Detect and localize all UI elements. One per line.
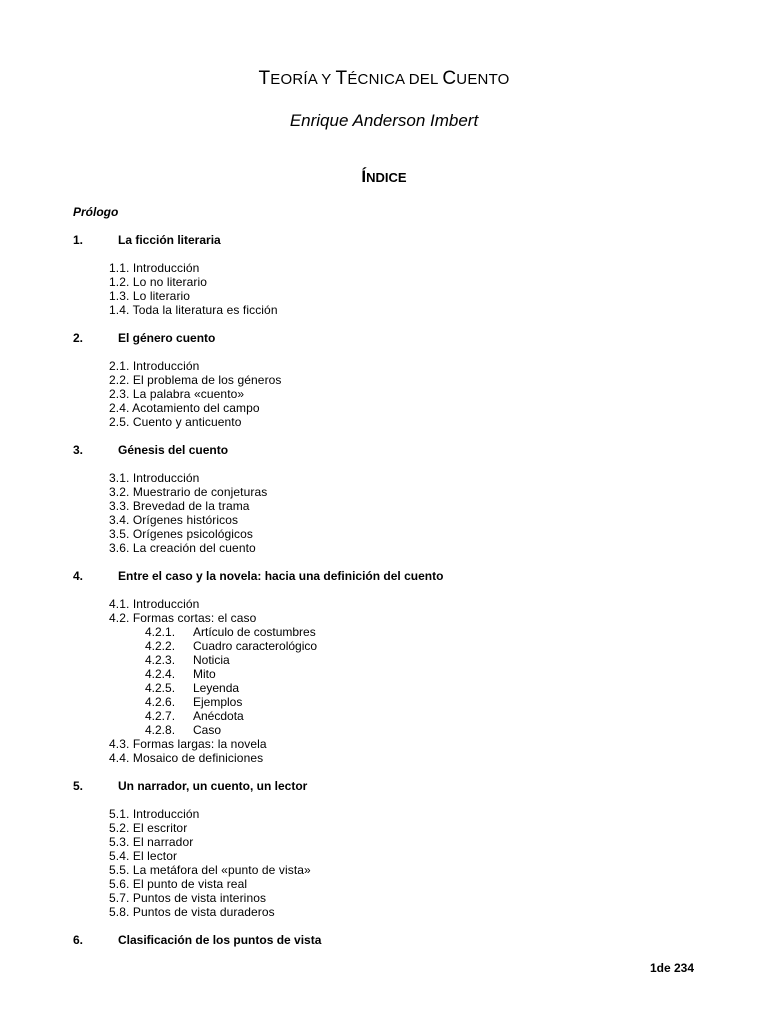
chapter-heading[interactable] [73,331,713,345]
section-list [109,359,713,429]
chapter-heading[interactable] [73,569,713,583]
toc-section[interactable]: 1.3. Lo literario [109,289,191,303]
toc-subsection[interactable] [109,723,713,737]
toc-section[interactable]: 5.7. Puntos de vista interinos [109,891,267,905]
toc-chapter [73,569,713,765]
section-list [109,471,713,555]
toc-chapter [73,933,713,947]
chapter-heading[interactable] [73,443,713,457]
section-list [109,261,713,317]
toc-section[interactable]: 5.1. Introducción [109,807,200,821]
subsection-number: 4.2.3. [145,653,176,667]
toc-prologue[interactable]: Prólogo [73,205,119,219]
chapter-title: La ficción literaria [118,233,221,247]
document-author: Enrique Anderson Imbert [289,111,479,130]
subsection-title: Anécdota [193,709,244,723]
title-initial: C [442,68,457,89]
toc-subsection[interactable] [109,681,713,695]
subsection-number: 4.2.6. [145,695,176,709]
toc-section[interactable]: 2.4. Acotamiento del campo [109,401,260,415]
toc-section[interactable]: 3.1. Introducción [109,471,200,485]
chapter-number: 3. [73,443,84,457]
subsection-title: Ejemplos [193,695,243,709]
title-word: EORÍA [270,71,318,88]
chapter-heading[interactable] [73,933,713,947]
section-list [109,807,713,919]
document-title [0,68,768,90]
title-word: DEL [404,71,443,88]
title-initial: T [335,68,348,89]
toc-section[interactable]: 5.2. El escritor [109,821,188,835]
toc-section[interactable]: 3.4. Orígenes históricos [109,513,239,527]
subsection-title: Noticia [193,653,230,667]
subsection-title: Cuadro caracterológico [193,639,318,653]
chapter-title: Entre el caso y la novela: hacia una definición del cuento [118,569,444,583]
toc-section[interactable]: 5.4. El lector [109,849,178,863]
toc-section[interactable]: 5.5. La metáfora del «punto de vista» [109,863,311,877]
chapter-number: 2. [73,331,84,345]
toc-section[interactable]: 3.6. La creación del cuento [109,541,256,555]
toc-section[interactable]: 2.5. Cuento y anticuento [109,415,242,429]
toc-subsection[interactable] [109,639,713,653]
chapter-title: El género cuento [118,331,216,345]
chapter-title: Clasificación de los puntos de vista [118,933,322,947]
toc-chapter [73,233,713,317]
chapter-title: Génesis del cuento [118,443,229,457]
toc-subsection[interactable] [109,667,713,681]
toc-section[interactable]: 3.3. Brevedad de la trama [109,499,250,513]
chapter-number: 4. [73,569,84,583]
toc-section[interactable]: 3.5. Orígenes psicológicos [109,527,254,541]
subsection-number: 4.2.2. [145,639,176,653]
subsection-number: 4.2.4. [145,667,176,681]
subsection-title: Mito [193,667,216,681]
toc-section[interactable]: 1.1. Introducción [109,261,200,275]
chapter-heading[interactable] [73,233,713,247]
toc-chapter [73,443,713,555]
toc-section[interactable]: 4.1. Introducción [109,597,200,611]
table-of-contents [73,205,713,961]
toc-subsection[interactable] [109,709,713,723]
subsection-title: Artículo de costumbres [193,625,316,639]
toc-section[interactable]: 3.2. Muestrario de conjeturas [109,485,268,499]
chapter-number: 1. [73,233,84,247]
subsection-title: Leyenda [193,681,240,695]
subsection-number: 4.2.5. [145,681,176,695]
toc-section[interactable]: 4.3. Formas largas: la novela [109,737,267,751]
toc-section[interactable]: 2.3. La palabra «cuento» [109,387,245,401]
toc-chapter [73,779,713,919]
subsection-number: 4.2.1. [145,625,176,639]
toc-section[interactable]: 4.4. Mosaico de definiciones [109,751,264,765]
chapter-heading[interactable] [73,779,713,793]
toc-subsection[interactable] [109,625,713,639]
index-heading [0,167,768,187]
chapter-title: Un narrador, un cuento, un lector [118,779,308,793]
chapter-number: 6. [73,933,84,947]
toc-section[interactable]: 4.2. Formas cortas: el caso [109,611,257,625]
toc-section[interactable]: 5.6. El punto de vista real [109,877,248,891]
toc-section[interactable]: 2.2. El problema de los géneros [109,373,282,387]
index-heading-rest: NDICE [366,170,407,185]
toc-section[interactable]: 5.3. El narrador [109,835,194,849]
toc-section[interactable]: 5.8. Puntos de vista duraderos [109,905,275,919]
toc-section[interactable]: 2.1. Introducción [109,359,200,373]
subsection-number: 4.2.7. [145,709,176,723]
toc-section[interactable]: 1.2. Lo no literario [109,275,208,289]
page-number: 1de 234 [649,961,694,975]
toc-section[interactable]: 1.4. Toda la literatura es ficción [109,303,278,317]
title-initial: T [258,68,271,89]
toc-chapter [73,331,713,429]
subsection-title: Caso [193,723,222,737]
section-list [109,597,713,765]
index-heading-initial: Í [361,167,367,186]
title-word: UENTO [456,71,510,88]
title-word: Y [317,71,336,88]
toc-subsection[interactable] [109,695,713,709]
title-word: ÉCNICA [347,71,405,88]
chapter-number: 5. [73,779,84,793]
toc-subsection[interactable] [109,653,713,667]
subsection-number: 4.2.8. [145,723,176,737]
